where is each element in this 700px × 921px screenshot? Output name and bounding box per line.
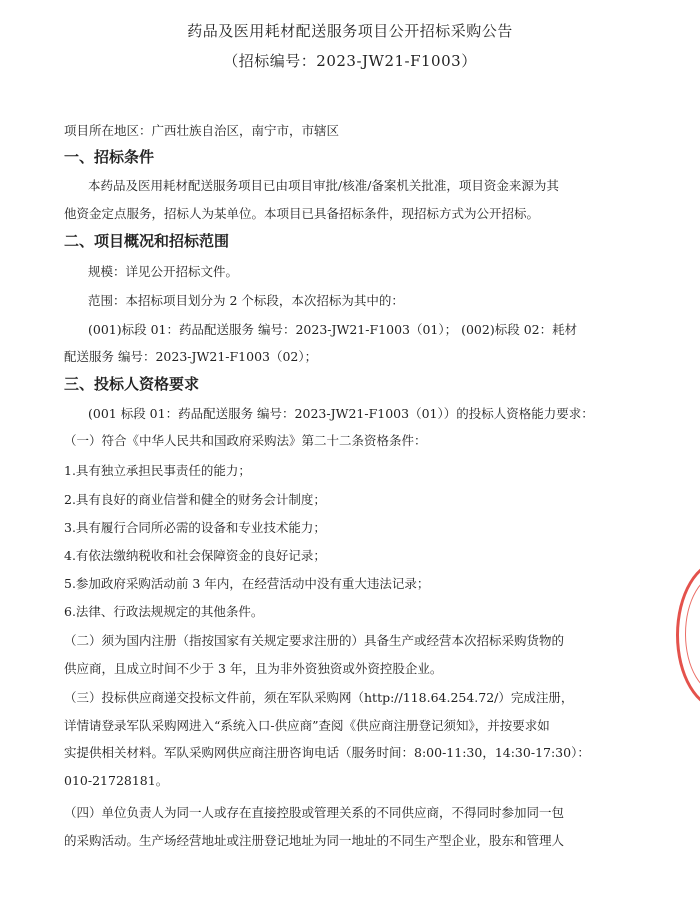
- list-item: 5.参加政府采购活动前 3 年内，在经营活动中没有重大违法记录；: [64, 576, 430, 591]
- list-item: 2.具有良好的商业信誉和健全的财务会计制度；: [64, 492, 326, 507]
- section-heading-2: 二、项目概况和招标范围: [64, 232, 230, 250]
- paragraph-line: 配送服务 编号：2023-JW21-F1003（02）；: [64, 349, 318, 364]
- project-location: 项目所在地区：广西壮族自治区，南宁市，市辖区: [64, 123, 340, 138]
- paragraph-line: （一）符合《中华人民共和国政府采购法》第二十二条资格条件：: [64, 433, 427, 448]
- paragraph-line: 规模：详见公开招标文件。: [88, 264, 239, 279]
- paragraph-line: (001)标段 01：药品配送服务 编号：2023-JW21-F1003（01）； (002)标段 02：耗材: [88, 322, 578, 337]
- paragraph-line: 本药品及医用耗材配送服务项目已由项目审批/核准/备案机关批准，项目资金来源为其: [88, 178, 559, 193]
- section-heading-1: 一、招标条件: [64, 148, 155, 166]
- paragraph-line: 的采购活动。生产场经营地址或注册登记地址为同一地址的不同生产型企业，股东和管理人: [64, 833, 565, 848]
- list-item: 3.具有履行合同所必需的设备和专业技术能力；: [64, 520, 326, 535]
- paragraph-line: 供应商，且成立时间不少于 3 年，且为非外资独资或外资控股企业。: [64, 661, 443, 676]
- list-item: 4.有依法缴纳税收和社会保障资金的良好记录；: [64, 548, 326, 563]
- tender-number: （招标编号：2023-JW21-F1003）: [223, 52, 477, 70]
- paragraph-line: 010-21728181。: [64, 773, 169, 788]
- paragraph-line: （四）单位负责人为同一人或存在直接控股或管理关系的不同供应商，不得同时参加同一包: [64, 805, 565, 820]
- document-title: 药品及医用耗材配送服务项目公开招标采购公告: [187, 22, 513, 40]
- paragraph-line: 他资金定点服务，招标人为某单位。本项目已具备招标条件，现招标方式为公开招标。: [64, 206, 540, 221]
- paragraph-line: （二）须为国内注册（指按国家有关规定要求注册的）具备生产或经营本次招标采购货物的: [64, 633, 565, 648]
- paragraph-line: 实提供相关材料。军队采购网供应商注册咨询电话（服务时间：8:00-11:30，14:30-17:30）：: [64, 745, 590, 760]
- list-item: 1.具有独立承担民事责任的能力；: [64, 463, 251, 478]
- paragraph-line: 范围：本招标项目划分为 2 个标段，本次招标为其中的：: [88, 293, 404, 308]
- red-seal-stamp: [676, 560, 700, 710]
- paragraph-line: (001 标段 01：药品配送服务 编号：2023-JW21-F1003（01））的投标人资格能力要求：: [88, 406, 594, 421]
- seal-inner-ring: [685, 573, 700, 695]
- section-heading-3: 三、投标人资格要求: [64, 375, 200, 393]
- paragraph-line: 详情请登录军队采购网进入“系统入口-供应商”查阅《供应商注册登记须知》，并按要求如: [64, 718, 550, 733]
- list-item: 6.法律、行政法规规定的其他条件。: [64, 604, 264, 619]
- paragraph-line: （三）投标供应商递交投标文件前，须在军队采购网（http://118.64.254.72/）完成注册，: [64, 690, 574, 705]
